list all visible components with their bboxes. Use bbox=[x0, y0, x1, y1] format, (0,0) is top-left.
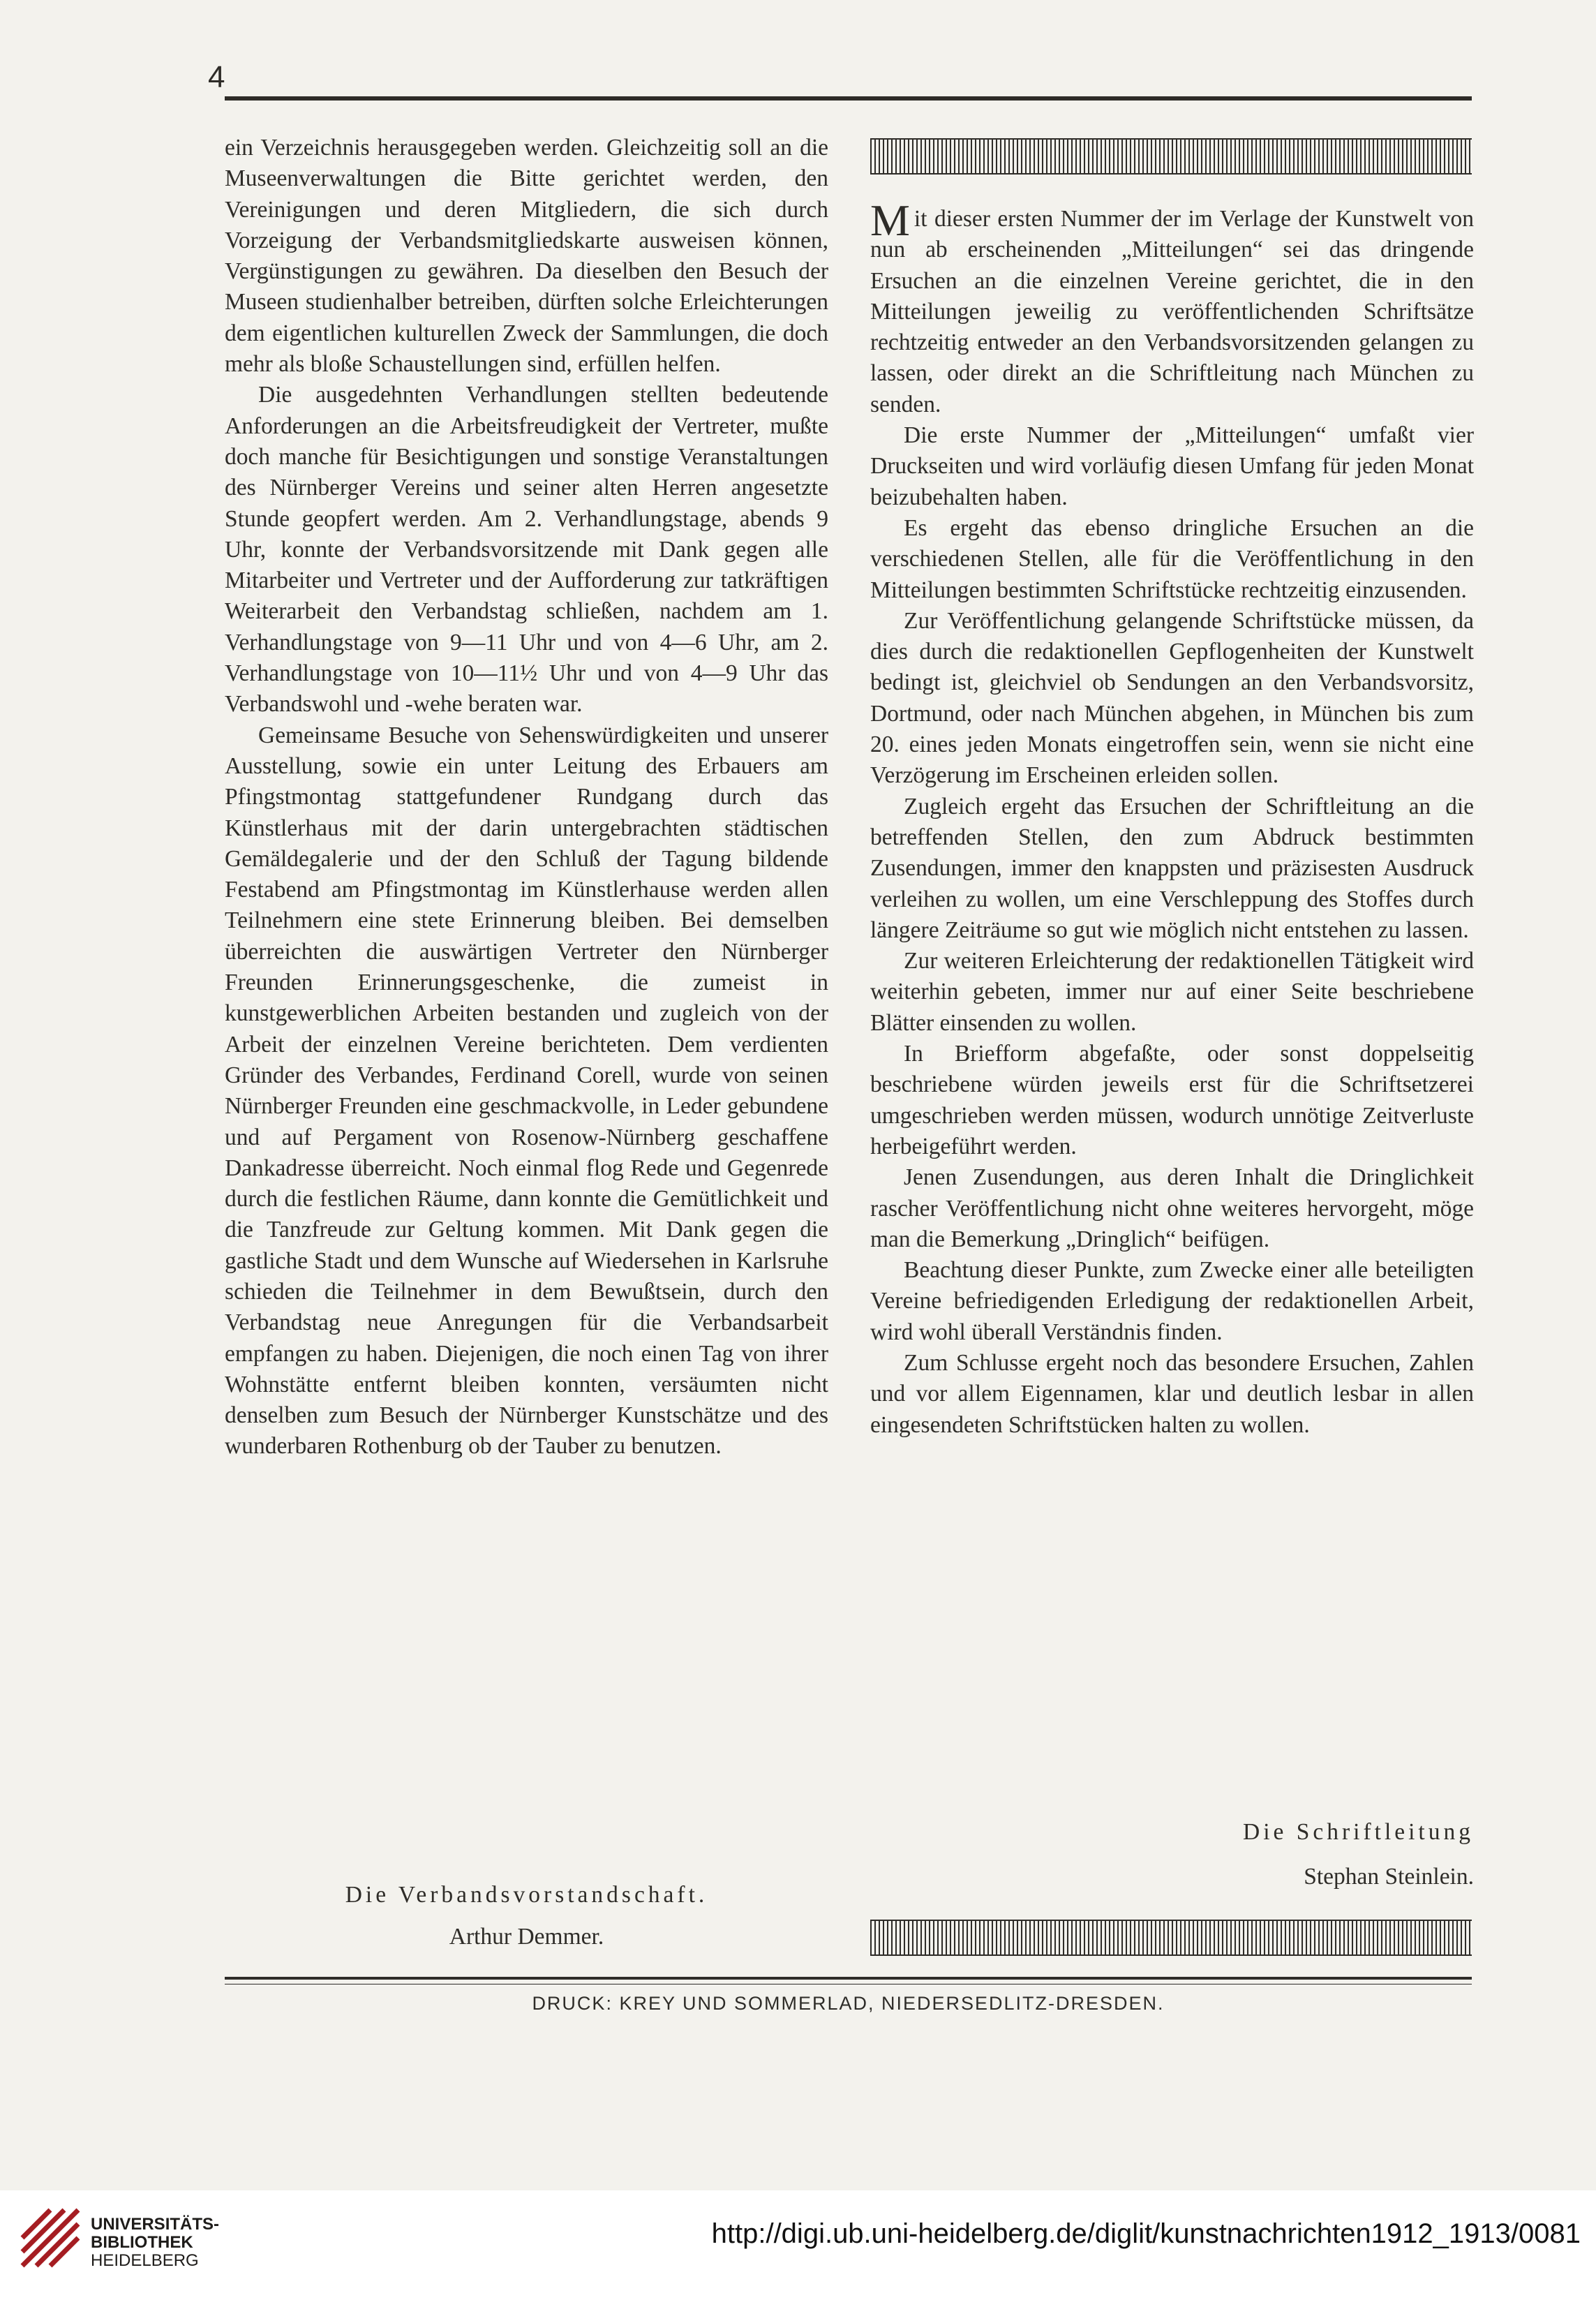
right-paragraph-3: Es ergeht das ebenso dringliche Ersuchen an die verschiedenen Stellen, alle für die Veröffentlichung in den Mitteilungen bestimmten Schriftstücke rechtzeitig einzusenden. bbox=[870, 514, 1474, 603]
left-paragraph-1: ein Verzeichnis herausgegeben werden. Gleichzeitig soll an die Museenverwaltungen die Bitte gerichtet werden, den Vereinigungen und deren Mitgliedern, die sich durch Vorzeigung der Verbandsmitgliedskarte ausweisen können, Vergünstigungen zu gewähren. Da dieselben den Besuch der Museen studienhalber betreiben, dürften solche Erleichterungen dem eigentlichen kulturellen Zweck der Sammlungen, die doch mehr als bloße Schaustellungen sind, erfüllen helfen. bbox=[225, 135, 828, 378]
left-signature-org: Die Verbandsvorstandschaft. bbox=[345, 1882, 708, 1908]
right-paragraph-4: Zur Veröffentlichung gelangende Schriftstücke müssen, da dies durch die redaktionellen Gepflogenheiten der Kunstwelt bedingt ist, gleichviel ob Sendungen an den Verbandsvorsitz, Dortmund, oder nach München abgehen, in München bis zum 20. eines jeden Monats eingetroffen sein, wenn sie nicht eine Verzögerung im Erscheinen erleiden sollen. bbox=[870, 607, 1474, 789]
dropcap-letter: M bbox=[870, 195, 910, 245]
right-paragraph-8: Jenen Zusendungen, aus deren Inhalt die Dringlichkeit rascher Veröffentlichung nicht ohne weiteres hervorgeht, möge man die Bemerkung „Dringlich“ beifügen. bbox=[870, 1164, 1474, 1252]
source-url-link[interactable]: http://digi.ub.uni-heidelberg.de/diglit/kunstnachrichten1912_1913/0081 bbox=[711, 2218, 1581, 2249]
header-rule bbox=[225, 96, 1472, 101]
library-footer bbox=[0, 2190, 1596, 2300]
right-signature-name: Stephan Steinlein. bbox=[1304, 1864, 1474, 1890]
right-signature-org: Die Schriftleitung bbox=[1243, 1819, 1474, 1845]
left-paragraph-3: Gemeinsame Besuche von Sehenswürdigkeiten und unserer Ausstellung, sowie ein unter Leitung des Erbauers am Pfingstmontag stattgefundener Rundgang durch das Künstlerhaus mit der darin untergebrachten städtischen Gemäldegalerie und der den Schluß der Tagung bildende Festabend am Pfingstmontag im Künstlerhause werden allen Teilnehmern eine stete Erinnerung bleiben. Bei demselben überreichten die auswärtigen Vertreter den Nürnberger Freunden Erinnerungsgeschenke, die zumeist in kunstgewerblichen Arbeiten bestanden und zugleich von der Arbeit der einzelnen Vereine berichteten. Dem verdienten Gründer des Verbandes, Ferdinand Corell, wurde von seinen Nürnberger Freunden eine geschmackvolle, in Leder gebundene und auf Pergament von Rosenow-Nürnberg geschaffene Dankadresse überreicht. Noch einmal flog Rede und Gegenrede durch die festlichen Räume, dann konnte die Gemütlichkeit und die Tanzfreude zur Geltung kommen. Mit Dank gegen die gastliche Stadt und dem Wunsche auf Wiedersehen in Karlsruhe schieden die Teilnehmer in dem Bewußtsein, durch den Verbandstag neue Anregungen für die Verbandsarbeit empfangen zu haben. Diejenigen, die noch einen Tag von ihrer Wohnstätte entfernt bleiben konnten, versäumten nicht denselben zum Besuch der Nürnberger Kunstschätze und des wunderbaren Rothenburg ob der Tauber zu benutzen. bbox=[225, 722, 828, 1460]
printer-imprint: DRUCK: KREY UND SOMMERLAD, NIEDERSEDLITZ-DRESDEN. bbox=[532, 1993, 1165, 2014]
library-name: UNIVERSITÄTS- BIBLIOTHEK HEIDELBERG bbox=[91, 2215, 220, 2270]
page-number: 4 bbox=[208, 60, 225, 94]
right-paragraph-9: Beachtung dieser Punkte, zum Zwecke einer alle beteiligten Vereine befriedigenden Erledigung der redaktionellen Arbeit, wird wohl überall Verständnis finden. bbox=[870, 1257, 1474, 1345]
right-paragraph-5: Zugleich ergeht das Ersuchen der Schriftleitung an die betreffenden Stellen, den zum Abdruck bestimmten Zusendungen, immer den knappsten und präzisesten Ausdruck verleihen zu wollen, um eine Verschleppung des Stoffes durch längere Zeiträume so gut wie möglich nicht entstehen zu lassen. bbox=[870, 793, 1474, 943]
right-paragraph-10: Zum Schlusse ergeht noch das besondere Ersuchen, Zahlen und vor allem Eigennamen, klar und deutlich lesbar in allen eingesendeten Schriftstücken halten zu wollen. bbox=[870, 1349, 1474, 1438]
right-paragraph-7: In Briefform abgefaßte, oder sonst doppelseitig beschriebene würden jeweils erst für die Schriftsetzerei umgeschrieben werden müssen, wodurch unnötige Zeitverluste herbeigeführt werden. bbox=[870, 1041, 1474, 1159]
right-paragraph-1: Mit dieser ersten Nummer der im Verlage der Kunstwelt von nun ab erscheinenden „Mitteilungen“ sei das dringende Ersuchen an die einzelnen Vereine gerichtet, die in den Mitteilungen jeweilig zu veröffentlichenden Schriftsätze rechtzeitig entweder an den Verbandsvorsitzenden gelangen zu lassen, oder direkt an die Schriftleitung nach München zu senden. bbox=[870, 195, 1474, 417]
left-paragraph-2: Die ausgedehnten Verhandlungen stellten bedeutende Anforderungen an die Arbeitsfreudigkeit der Vertreter, mußte doch manche für Besichtigungen und sonstige Veranstaltungen des Nürnberger Vereins und seiner alten Herren angesetzte Stunde geopfert werden. Am 2. Verhandlungstage, abends 9 Uhr, konnte der Verbandsvorsitzende mit Dank gegen alle Mitarbeiter und Vertreter und der Aufforderung zur tatkräftigen Weiterarbeit den Verbandstag schließen, nachdem am 1. Verhandlungstage von 9—11 Uhr und von 4—6 Uhr, am 2. Verhandlungstage von 10—11½ Uhr und von 4—9 Uhr das Verbandswohl und -wehe beraten war. bbox=[225, 382, 828, 718]
library-logo-icon bbox=[15, 2203, 85, 2273]
right-paragraph-6: Zur weiteren Erleichterung der redaktionellen Tätigkeit wird weiterhin gebeten, immer nur auf einer Seite beschriebene Blätter einsenden zu wollen. bbox=[870, 948, 1474, 1036]
top-ornament-band bbox=[870, 138, 1472, 175]
right-column bbox=[870, 195, 1474, 1441]
bottom-rule bbox=[225, 1977, 1472, 1980]
right-paragraph-2: Die erste Nummer der „Mitteilungen“ umfaßt vier Druckseiten und wird vorläufig diesen Umfang für jeden Monat beizubehalten haben. bbox=[870, 422, 1474, 510]
left-column bbox=[225, 133, 828, 1462]
bottom-ornament-band bbox=[870, 1920, 1472, 1956]
left-signature-name: Arthur Demmer. bbox=[449, 1924, 604, 1950]
